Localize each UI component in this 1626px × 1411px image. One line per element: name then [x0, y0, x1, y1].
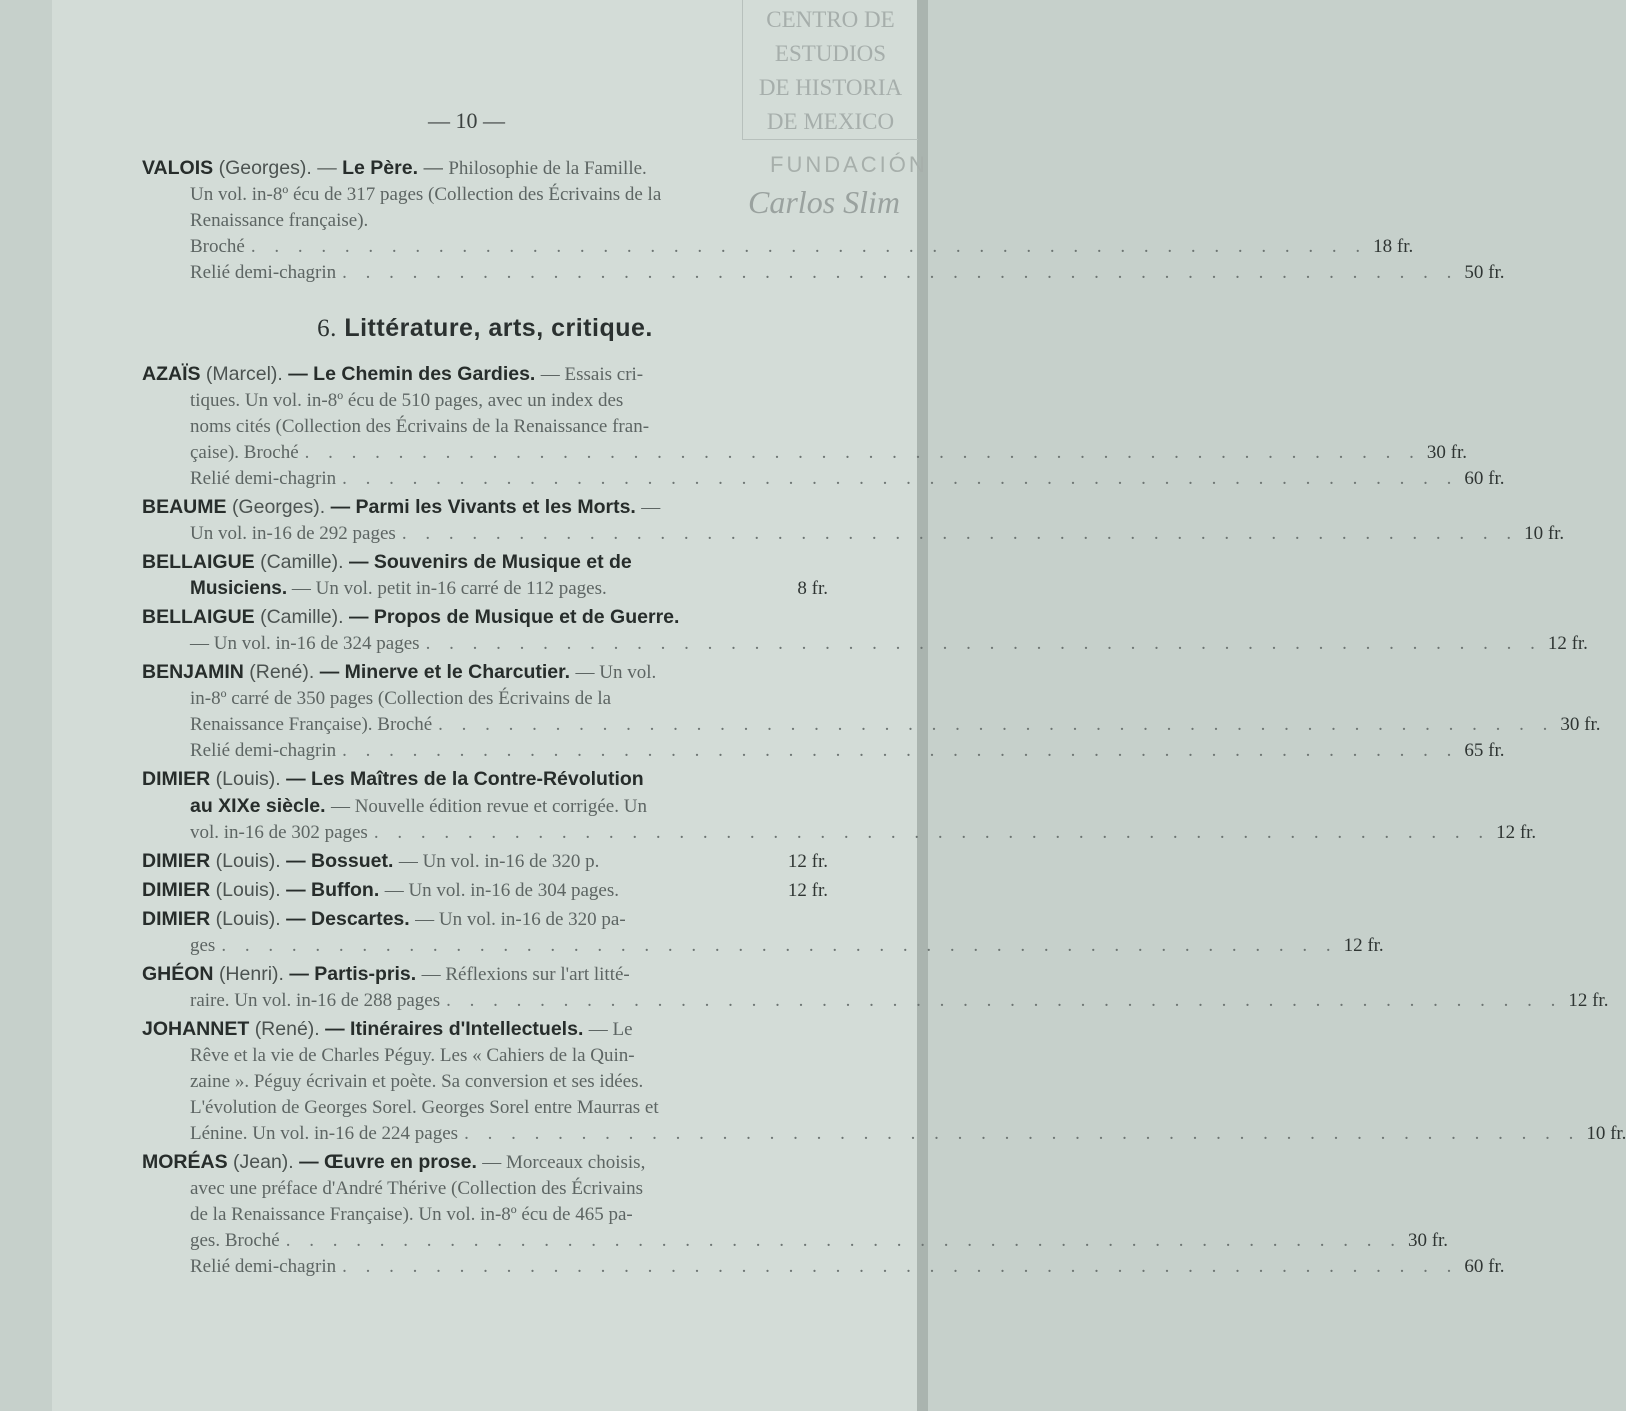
leader-dots: . . . . . . . . . . . . . . . . . . . . . . . . . . . . . . . . . . . . . . . . . . . . . . . . [446, 990, 1563, 1011]
entry-author: AZAÏS [142, 363, 201, 385]
price-label: Relié demi-chagrin [190, 1256, 337, 1277]
archive-watermark [742, 0, 918, 140]
entry-firstname: (Louis). [215, 879, 281, 901]
entry-title: — Le Chemin des Gardies. [288, 363, 536, 385]
entry-description: — Morceaux choisis, [482, 1152, 646, 1173]
leader-dots: . . . . . . . . . . . . . . . . . . . . . . . . . . . . . . . . . . . . . . . . . . . . . . . . [401, 523, 1519, 544]
entry-firstname: (Louis). [215, 850, 281, 872]
entry-title: — Souvenirs de Musique et de [348, 551, 632, 573]
entry-description: — Un vol. in-16 de 320 p. [398, 851, 600, 872]
entry-firstname: (Louis). [215, 908, 281, 930]
entry-firstname: (Camille). [260, 606, 344, 628]
catalog-entry [142, 1149, 1505, 1280]
price-label: Relié demi-chagrin [190, 262, 337, 283]
entry-heading [142, 766, 828, 793]
leader-dots: . . . . . . . . . . . . . . . . . . . . . . . . . . . . . . . . . . . . . . . . . . . . . . . . [342, 262, 1459, 283]
price-line [190, 820, 1537, 846]
entry-line: noms cités (Collection des Écrivains de la Renaissance fran- [190, 416, 650, 437]
price: 30 fr. [1426, 442, 1468, 463]
entry-heading [142, 877, 828, 904]
catalog-entry [142, 494, 1565, 547]
entry-description: — Un vol. petit in-16 carré de 112 pages. [291, 578, 607, 599]
leader-dots: . . . . . . . . . . . . . . . . . . . . . . . . . . . . . . . . . . . . . . . . . . . . . . . . [425, 633, 1542, 654]
entry-heading [142, 361, 828, 388]
entry-line: de la Renaissance Française). Un vol. in-8º écu de 465 pa- [190, 1204, 633, 1225]
price-label [190, 576, 607, 602]
price-label: ges [190, 935, 216, 956]
entry-line: L'évolution de Georges Sorel. Georges Sorel entre Maurras et [190, 1097, 659, 1118]
entry-firstname: (Jean). [233, 1151, 294, 1173]
spacer [619, 877, 788, 904]
entry-line: Renaissance française). [190, 210, 369, 231]
leader-dots: . . . . . . . . . . . . . . . . . . . . . . . . . . . . . . . . . . . . . . . . . . . . . . . . [342, 468, 1459, 489]
fundacion-stamp: FUNDACIÓN [770, 152, 928, 177]
price: 12 fr. [787, 851, 828, 872]
entry-title: — Propos de Musique et de Guerre. [348, 606, 680, 628]
section-number: 6. [317, 315, 337, 342]
spacer [599, 848, 788, 875]
price-line [190, 260, 1505, 286]
catalog-entry [142, 848, 828, 875]
leader-dots: . . . . . . . . . . . . . . . . . . . . . . . . . . . . . . . . . . . . . . . . . . . . . . . . [342, 740, 1459, 761]
price-line [190, 576, 828, 602]
catalog-entry [142, 961, 1609, 1014]
catalog-entry [142, 659, 1601, 764]
entry-description: — Un vol. in-16 de 320 pa- [415, 909, 626, 930]
entry-author: DIMIER [142, 850, 211, 872]
entry-heading [142, 155, 828, 182]
price-label: Relié demi-chagrin [190, 740, 337, 761]
price-line [190, 631, 1588, 657]
entry-heading [142, 906, 828, 933]
entry-description: — Un vol. [575, 662, 657, 683]
entry-heading [142, 848, 828, 875]
entry-title-continued: Musiciens. [190, 578, 288, 599]
price-line [190, 933, 1384, 959]
price-label: çaise). Broché [190, 442, 299, 463]
entry-title: Le Père. [342, 157, 419, 179]
price-line [190, 466, 1505, 492]
price: 30 fr. [1407, 1230, 1449, 1251]
entry-heading-continued [190, 793, 828, 820]
dash: — [317, 157, 337, 179]
price-label: Broché [190, 236, 245, 257]
leader-dots [613, 576, 792, 602]
price: 50 fr. [1464, 262, 1505, 283]
entry-heading-text [142, 848, 599, 875]
entry-heading [142, 549, 828, 576]
leader-dots: . . . . . . . . . . . . . . . . . . . . . . . . . . . . . . . . . . . . . . . . . . . . . . . . [438, 714, 1555, 735]
price-label: ges. Broché [190, 1230, 280, 1251]
catalog-entry [142, 1016, 1626, 1147]
entry-firstname: (Georges). [231, 496, 326, 518]
price-line [190, 988, 1609, 1014]
entry-line: avec une préface d'André Thérive (Collection des Écrivains [190, 1178, 644, 1199]
price: 12 fr. [1568, 990, 1609, 1011]
catalog-entry [142, 877, 828, 904]
page-number: — 10 — [428, 108, 505, 133]
section-heading [142, 314, 828, 343]
entry-firstname: (René). [254, 1018, 320, 1040]
watermark-line: DE HISTORIA [758, 75, 903, 100]
price: 8 fr. [797, 578, 828, 599]
entry-heading-text [142, 877, 619, 904]
price-label: Lénine. Un vol. in-16 de 224 pages [190, 1123, 459, 1144]
entry-line: in-8º carré de 350 pages (Collection des Écrivains de la [190, 688, 612, 709]
signature-stamp: Carlos Slim [748, 184, 901, 220]
entry-author: DIMIER [142, 908, 211, 930]
watermark-line: CENTRO DE [766, 7, 895, 32]
watermark-line: DE MEXICO [766, 109, 895, 134]
entry-description: — Le [588, 1019, 633, 1040]
entry-firstname: (Georges). [218, 157, 312, 179]
entry-author: GHÉON [142, 963, 214, 985]
entry-description: — Nouvelle édition revue et corrigée. Un [330, 796, 647, 817]
entry-author: JOHANNET [142, 1018, 250, 1040]
leader-dots: . . . . . . . . . . . . . . . . . . . . . . . . . . . . . . . . . . . . . . . . . . . . . . . . [285, 1230, 1402, 1251]
catalog-entry [142, 361, 1505, 492]
catalog-entry [142, 766, 1537, 846]
entry-author: BELLAIGUE [142, 551, 255, 573]
entry-author: VALOIS [142, 157, 214, 179]
entry-description: — Essais cri- [540, 364, 644, 385]
entry-firstname: (René). [249, 661, 315, 683]
price: 60 fr. [1464, 468, 1505, 489]
entry-title: — Minerve et le Charcutier. [319, 661, 571, 683]
entry-title: — Partis-pris. [289, 963, 417, 985]
leader-dots: . . . . . . . . . . . . . . . . . . . . . . . . . . . . . . . . . . . . . . . . . . . . . . . . [464, 1123, 1581, 1144]
section-title: Littérature, arts, critique. [344, 314, 653, 342]
leader-dots: . . . . . . . . . . . . . . . . . . . . . . . . . . . . . . . . . . . . . . . . . . . . . . . . [342, 1256, 1459, 1277]
entry-title: — Buffon. [286, 879, 380, 901]
entry-line: Un vol. in-8º écu de 317 pages (Collection des Écrivains de la [190, 184, 662, 205]
price-label: Relié demi-chagrin [190, 468, 337, 489]
entry-author: DIMIER [142, 879, 211, 901]
entry-description: — [641, 497, 661, 518]
price: 60 fr. [1464, 1256, 1505, 1277]
entry-line: zaine ». Péguy écrivain et poète. Sa conversion et ses idées. [190, 1071, 644, 1092]
price-label: raire. Un vol. in-16 de 288 pages [190, 990, 441, 1011]
price-label: — Un vol. in-16 de 324 pages [190, 633, 420, 654]
price: 18 fr. [1373, 236, 1414, 257]
price: 10 fr. [1586, 1123, 1626, 1144]
entry-line: Rêve et la vie de Charles Péguy. Les « Cahiers de la Quin- [190, 1045, 635, 1066]
leader-dots: . . . . . . . . . . . . . . . . . . . . . . . . . . . . . . . . . . . . . . . . . . . . . . . . [304, 442, 1421, 463]
leader-dots: . . . . . . . . . . . . . . . . . . . . . . . . . . . . . . . . . . . . . . . . . . . . . . . . [373, 822, 1491, 843]
leader-dots: . . . . . . . . . . . . . . . . . . . . . . . . . . . . . . . . . . . . . . . . . . . . . . . . [221, 935, 1338, 956]
price-line [190, 1254, 1505, 1280]
price-label: vol. in-16 de 302 pages [190, 822, 368, 843]
entry-author: DIMIER [142, 768, 211, 790]
entry-title: — Itinéraires d'Intellectuels. [325, 1018, 584, 1040]
leader-dots: . . . . . . . . . . . . . . . . . . . . . . . . . . . . . . . . . . . . . . . . . . . . . . . . [250, 236, 1368, 257]
entry-author: BELLAIGUE [142, 606, 255, 628]
entry-author: BENJAMIN [142, 661, 244, 683]
catalog-entry [142, 604, 1588, 657]
entry-title: — Les Maîtres de la Contre-Révolution [286, 768, 644, 790]
entry-heading [142, 494, 828, 521]
entry-author: MORÉAS [142, 1151, 228, 1173]
entry-heading [142, 659, 828, 686]
price-label: Un vol. in-16 de 292 pages [190, 523, 396, 544]
entry-firstname: (Marcel). [205, 363, 283, 385]
price-line [190, 1228, 1449, 1254]
price-line [190, 234, 1414, 260]
price: 65 fr. [1464, 740, 1505, 761]
price-line [190, 521, 1565, 547]
price: 12 fr. [1547, 633, 1588, 654]
entry-title-continued: au XIXe siècle. [190, 795, 326, 817]
watermark-line: ESTUDIOS [774, 41, 887, 66]
entry-title: — Parmi les Vivants et les Morts. [330, 496, 636, 518]
entry-firstname: (Camille). [260, 551, 344, 573]
entry-firstname: (Henri). [218, 963, 284, 985]
catalog-entry [142, 549, 828, 602]
entry-heading [142, 961, 828, 988]
entry-heading [142, 1016, 828, 1043]
entry-title: — Bossuet. [286, 850, 394, 872]
price-line [190, 1121, 1626, 1147]
entry-title: — Descartes. [286, 908, 410, 930]
entry-title: — Œuvre en prose. [299, 1151, 477, 1173]
price-line [190, 712, 1601, 738]
price-label: Renaissance Française). Broché [190, 714, 433, 735]
dash: — [423, 157, 443, 179]
price: 12 fr. [787, 880, 828, 901]
price-line [190, 738, 1505, 764]
entry-description: — Un vol. in-16 de 304 pages. [384, 880, 619, 901]
entry-line: tiques. Un vol. in-8º écu de 510 pages, avec un index des [190, 390, 624, 411]
entry-description: — Réflexions sur l'art litté- [421, 964, 630, 985]
price: 12 fr. [1496, 822, 1537, 843]
entry-author: BEAUME [142, 496, 227, 518]
price: 12 fr. [1343, 935, 1384, 956]
price: 30 fr. [1560, 714, 1601, 735]
price-line [190, 440, 1468, 466]
price: 10 fr. [1524, 523, 1565, 544]
entry-description: Philosophie de la Famille. [448, 158, 647, 179]
entry-heading [142, 1149, 828, 1176]
entry-firstname: (Louis). [215, 768, 281, 790]
entry-heading [142, 604, 828, 631]
catalog-entry [142, 906, 1384, 959]
